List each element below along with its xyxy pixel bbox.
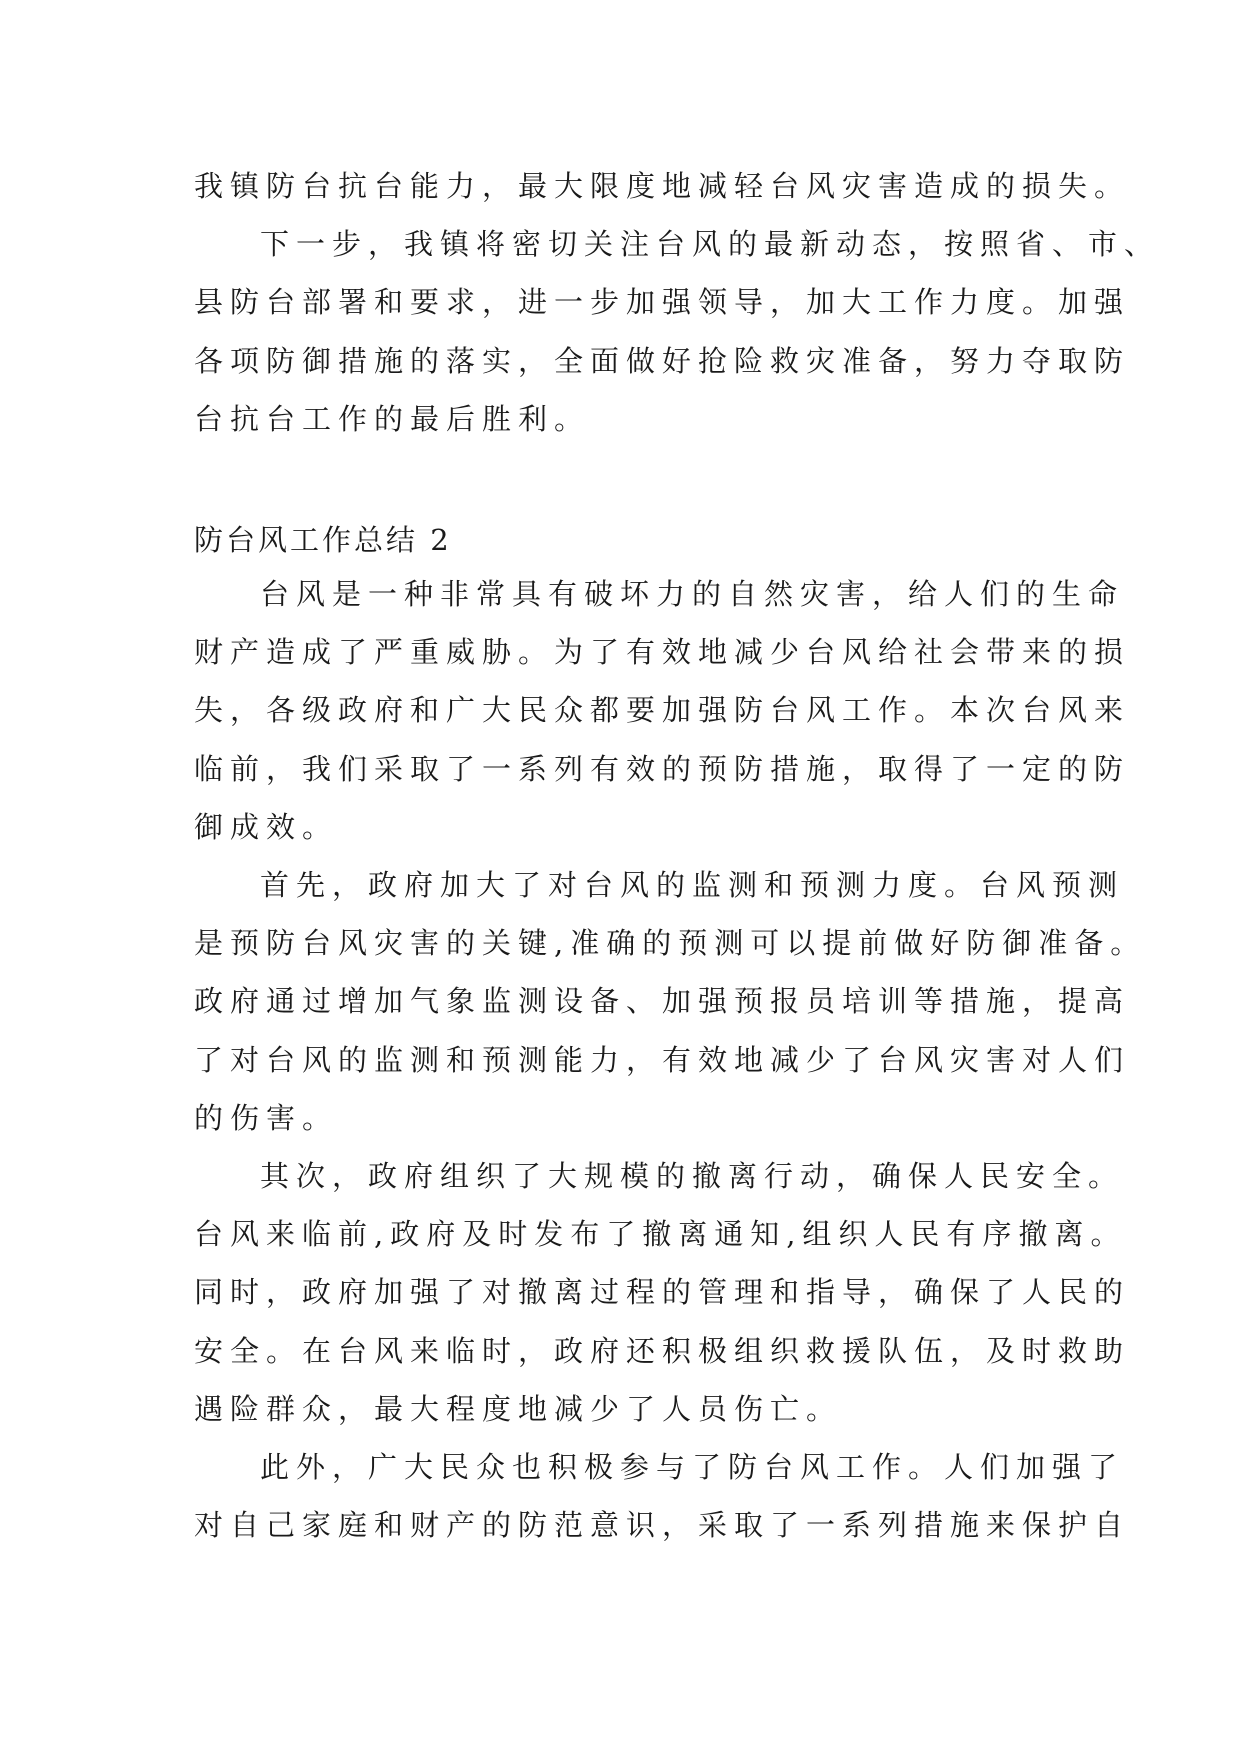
paragraph-line: 台抗台工作的最后胜利。 [194,401,591,436]
paragraph-line: 安全。在台风来临时，政府还积极组织救援队伍，及时救助 [194,1333,1131,1368]
paragraph-line: 下一步，我镇将密切关注台风的最新动态，按照省、市、 [260,227,1161,262]
paragraph-line: 此外，广大民众也积极参与了防台风工作。人们加强了 [260,1450,1125,1485]
paragraph-line: 我镇防台抗台能力，最大限度地减轻台风灾害造成的损失。 [194,169,1131,203]
section-heading: 防台风工作总结 2 [194,523,452,557]
paragraph-line: 县防台部署和要求，进一步加强领导，加大工作力度。加强 [194,285,1131,320]
paragraph-line: 各项防御措施的落实，全面做好抢险救灾准备，努力夺取防 [194,343,1131,378]
paragraph-line: 是预防台风灾害的关键,准确的预测可以提前做好防御准备。 [194,926,1147,961]
paragraph-line: 财产造成了严重威胁。为了有效地减少台风给社会带来的损 [194,635,1131,670]
paragraph-line: 御成效。 [194,809,339,844]
paragraph-line: 遇险群众，最大程度地减少了人员伤亡。 [194,1391,843,1426]
section-2-body [194,565,1147,1554]
paragraph-line: 对自己家庭和财产的防范意识，采取了一系列措施来保护自 [194,1508,1131,1543]
section-1-body [194,157,1161,448]
paragraph-line: 台风是一种非常具有破坏力的自然灾害，给人们的生命 [260,577,1125,611]
paragraph-line: 其次，政府组织了大规模的撤离行动，确保人民安全。 [260,1159,1125,1194]
paragraph-line: 同时，政府加强了对撤离过程的管理和指导，确保了人民的 [194,1275,1131,1310]
paragraph-line: 临前，我们采取了一系列有效的预防措施，取得了一定的防 [194,751,1131,786]
paragraph-line: 台风来临前,政府及时发布了撤离通知,组织人民有序撤离。 [194,1217,1127,1252]
paragraph-line: 失，各级政府和广大民众都要加强防台风工作。本次台风来 [194,693,1131,728]
paragraph-line: 了对台风的监测和预测能力，有效地减少了台风灾害对人们 [194,1042,1131,1077]
paragraph-line: 首先，政府加大了对台风的监测和预测力度。台风预测 [260,868,1125,903]
paragraph-line: 的伤害。 [194,1100,339,1135]
paragraph-line: 政府通过增加气象监测设备、加强预报员培训等措施，提高 [194,984,1131,1019]
